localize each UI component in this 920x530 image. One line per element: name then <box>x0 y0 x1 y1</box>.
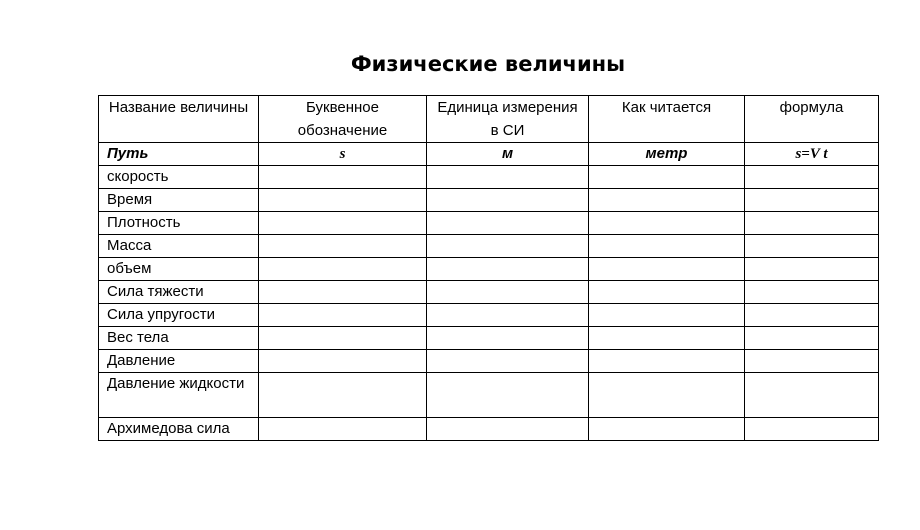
cell-empty[interactable] <box>745 189 879 212</box>
cell-empty[interactable] <box>589 281 745 304</box>
cell-empty[interactable] <box>745 418 879 441</box>
cell-empty[interactable] <box>427 281 589 304</box>
cell-empty[interactable] <box>745 258 879 281</box>
cell-empty[interactable] <box>589 327 745 350</box>
header-quantity-name <box>99 96 259 143</box>
cell-example-reading: метр <box>589 143 745 166</box>
cell-empty[interactable] <box>259 258 427 281</box>
header-si-unit <box>427 96 589 143</box>
cell-quantity-name: Время <box>99 189 259 212</box>
table-row <box>99 212 879 235</box>
cell-empty[interactable] <box>427 418 589 441</box>
cell-empty[interactable] <box>589 418 745 441</box>
cell-example-symbol: s <box>259 143 427 166</box>
cell-empty[interactable] <box>259 373 427 418</box>
cell-empty[interactable] <box>427 166 589 189</box>
cell-empty[interactable] <box>427 212 589 235</box>
cell-empty[interactable] <box>259 350 427 373</box>
cell-empty[interactable] <box>259 189 427 212</box>
cell-empty[interactable] <box>259 304 427 327</box>
cell-empty[interactable] <box>259 235 427 258</box>
cell-empty[interactable] <box>745 304 879 327</box>
cell-empty[interactable] <box>745 281 879 304</box>
table-row <box>99 166 879 189</box>
cell-quantity-name: объем <box>99 258 259 281</box>
table-row <box>99 189 879 212</box>
header-si-unit-text: Единица измерения в СИ <box>437 99 578 139</box>
table-row <box>99 373 879 418</box>
cell-empty[interactable] <box>427 327 589 350</box>
table-row <box>99 418 879 441</box>
table-row <box>99 235 879 258</box>
header-how-read <box>589 96 745 143</box>
cell-empty[interactable] <box>589 235 745 258</box>
cell-empty[interactable] <box>427 373 589 418</box>
cell-quantity-name: Давление жидкости <box>99 373 259 418</box>
cell-quantity-name: Вес тела <box>99 327 259 350</box>
cell-quantity-name: Сила упругости <box>99 304 259 327</box>
table-row-example <box>99 143 879 166</box>
cell-empty[interactable] <box>589 212 745 235</box>
table-row <box>99 281 879 304</box>
cell-empty[interactable] <box>745 373 879 418</box>
cell-empty[interactable] <box>745 166 879 189</box>
cell-empty[interactable] <box>589 189 745 212</box>
cell-empty[interactable] <box>259 166 427 189</box>
cell-empty[interactable] <box>259 327 427 350</box>
table-row <box>99 350 879 373</box>
header-formula-text: формула <box>779 99 844 116</box>
physical-quantities-table <box>98 95 879 441</box>
cell-empty[interactable] <box>589 304 745 327</box>
document-title: Физические величины <box>350 52 626 76</box>
cell-empty[interactable] <box>259 281 427 304</box>
cell-example-unit: м <box>427 143 589 166</box>
cell-empty[interactable] <box>589 373 745 418</box>
cell-example-formula: s=V t <box>745 143 879 166</box>
cell-empty[interactable] <box>745 350 879 373</box>
cell-quantity-name: Давление <box>99 350 259 373</box>
header-letter-symbol-text: Буквенное обозначение <box>297 99 388 139</box>
cell-example-name: Путь <box>99 143 259 166</box>
cell-quantity-name: Масса <box>99 235 259 258</box>
cell-empty[interactable] <box>589 350 745 373</box>
table-row <box>99 304 879 327</box>
cell-quantity-name: Сила тяжести <box>99 281 259 304</box>
header-quantity-name-text: Название величины <box>108 99 249 116</box>
cell-empty[interactable] <box>427 350 589 373</box>
cell-empty[interactable] <box>427 258 589 281</box>
cell-empty[interactable] <box>745 235 879 258</box>
cell-empty[interactable] <box>427 235 589 258</box>
table-header-row <box>99 96 879 143</box>
table-row <box>99 258 879 281</box>
cell-empty[interactable] <box>259 212 427 235</box>
cell-quantity-name: Архимедова сила <box>99 418 259 441</box>
header-how-read-text: Как читается <box>621 99 712 116</box>
header-formula <box>745 96 879 143</box>
cell-empty[interactable] <box>589 258 745 281</box>
table-row <box>99 327 879 350</box>
cell-quantity-name: Плотность <box>99 212 259 235</box>
cell-empty[interactable] <box>745 327 879 350</box>
cell-empty[interactable] <box>589 166 745 189</box>
cell-empty[interactable] <box>427 189 589 212</box>
cell-empty[interactable] <box>259 418 427 441</box>
header-letter-symbol <box>259 96 427 143</box>
cell-empty[interactable] <box>745 212 879 235</box>
cell-empty[interactable] <box>427 304 589 327</box>
cell-quantity-name: скорость <box>99 166 259 189</box>
